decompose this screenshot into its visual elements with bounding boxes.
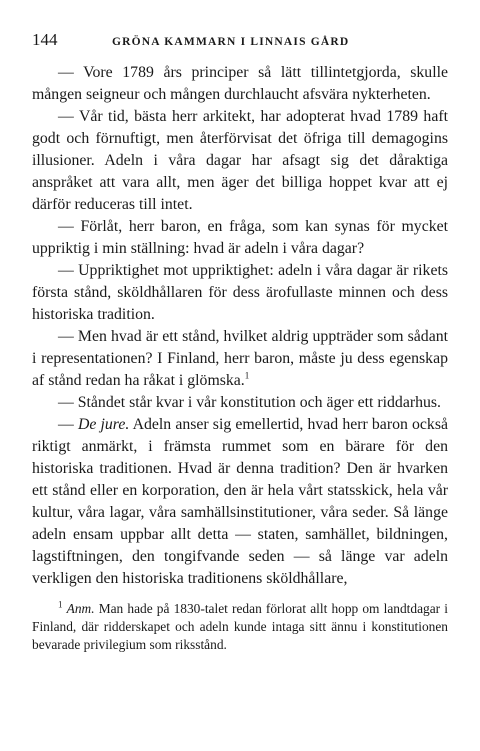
paragraph: — De jure. Adeln anser sig emellertid, hvad herr baron också riktigt anmärkt, i främsta rummet som en bärare för den historiska traditionen. Hvad är denna tradition? Den är hvarken ett stånd eller en korporation, den är hela vårt statsskick, hela vår kultur, våra lagar, våra samhällsinstitutioner, våra seder. Så länge adeln ensam uppbar allt detta — staten, samhället, bildningen, lagstiftningen, den tongifvande seden — så länge var adeln verkligen den historiska traditionens sköldhållare, bbox=[32, 416, 448, 587]
paragraph: — Förlåt, herr baron, en fråga, som kan synas för mycket uppriktig i min ställning: hvad är adeln i våra dagar? bbox=[32, 218, 448, 257]
page-number: 144 bbox=[32, 30, 58, 49]
running-head bbox=[32, 30, 448, 50]
footnote bbox=[32, 600, 448, 654]
paragraph: — Ståndet står kvar i vår konstitution och äger ett riddarhus. bbox=[58, 394, 441, 411]
footnote-label: Anm. bbox=[66, 601, 95, 616]
running-title: GRÖNA KAMMARN I LINNAIS GÅRD bbox=[112, 36, 350, 48]
book-page bbox=[32, 30, 448, 654]
paragraph: — Men hvad är ett stånd, hvilket aldrig uppträder som sådant i representationen? I Finland, herr baron, måste ju dess egenskap af stånd redan ha råkat i glömska.$^1$ bbox=[32, 328, 448, 389]
emphasis: De jure. bbox=[77, 416, 130, 433]
body-text bbox=[32, 62, 448, 590]
paragraph: — Vår tid, bästa herr arkitekt, har adopterat hvad 1789 haft godt och förnuftigt, men återförvisat det öfriga till demagogins illusioner. Adeln i våra dagar har afsagt sig det dåraktiga anspråket att vara allt, men äger det billiga hoppet kvar att ej därför reduceras till intet. bbox=[32, 108, 448, 213]
footnote-text: Man hade på 1830-talet redan förlorat allt hopp om landtdagar i Finland, där ridderskapet och adeln kunde intaga sitt ännu i konstitutionen bevarade privilegium som riksstånd. bbox=[32, 601, 448, 652]
footnote-spacer bbox=[32, 590, 448, 600]
paragraph: — Uppriktighet mot uppriktighet: adeln i våra dagar är rikets första stånd, sköldhållaren för dess ärofullaste minnen och dess historiska tradition. bbox=[32, 262, 448, 323]
footnote-marker: 1 bbox=[58, 599, 63, 610]
footnote-reference: 1 bbox=[244, 370, 250, 381]
paragraph: — Vore 1789 års principer så lätt tillintetgjorda, skulle mången seigneur och mången durchlaucht afsvära nykterheten. bbox=[32, 64, 448, 103]
